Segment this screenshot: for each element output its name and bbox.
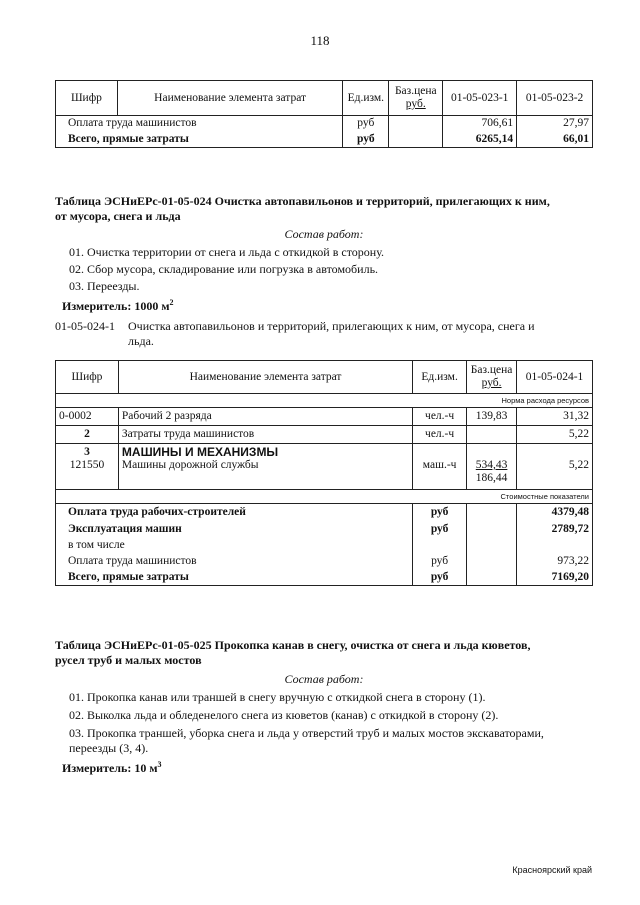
row-unit: руб bbox=[343, 132, 389, 148]
header-price: Баз.цена руб. bbox=[467, 361, 517, 394]
works-heading-025: Состав работ: bbox=[284, 672, 364, 686]
list-item: 03. Переезды. bbox=[69, 279, 140, 293]
header-unit: Ед.изм. bbox=[343, 81, 389, 116]
header-code: Шифр bbox=[56, 361, 119, 394]
table-row bbox=[56, 444, 593, 490]
header-col-1: 01-05-023-1 bbox=[443, 81, 517, 116]
row-code: 3 121550 bbox=[56, 444, 119, 490]
row-name: Затраты труда машинистов bbox=[118, 426, 412, 444]
header-col-2: 01-05-023-2 bbox=[517, 81, 593, 116]
table-prev bbox=[55, 80, 593, 148]
measure-025: Измеритель: 10 $м^3$ bbox=[62, 760, 162, 775]
list-item: 02. Выколка льда и обледенелого снега из кюветов (канав) с откидкой в сторону (2). bbox=[69, 708, 499, 722]
row-value: 5,22 bbox=[517, 444, 593, 490]
row-price: 534,43 186,44 bbox=[467, 444, 517, 490]
table-row bbox=[56, 504, 593, 521]
row-unit: руб bbox=[413, 553, 467, 570]
table-row bbox=[56, 408, 593, 426]
header-unit: Ед.изм. bbox=[413, 361, 467, 394]
header-name: Наименование элемента затрат bbox=[118, 361, 412, 394]
row-value: 7169,20 bbox=[517, 570, 593, 586]
row-name: Оплата труда машинистов bbox=[56, 116, 343, 132]
row-unit: маш.-ч bbox=[413, 444, 467, 490]
table-row bbox=[56, 570, 593, 586]
list-item: 01. Прокопка канав или траншей в снегу вручную с откидкой снега в сторону (1). bbox=[69, 690, 486, 704]
works-list-025 bbox=[69, 690, 599, 756]
row-name: Всего, прямые затраты bbox=[56, 132, 343, 148]
header-col: 01-05-024-1 bbox=[517, 361, 593, 394]
row-value-2: 27,97 bbox=[517, 116, 593, 132]
list-item: 02. Сбор мусора, складирование или погрузка в автомобиль. bbox=[69, 262, 379, 276]
row-name: МАШИНЫ И МЕХАНИЗМЫ Машины дорожной службы bbox=[118, 444, 412, 490]
row-value: 5,22 bbox=[517, 426, 593, 444]
row-unit: руб bbox=[413, 521, 467, 538]
works-list-024 bbox=[69, 245, 384, 296]
row-name: в том числе bbox=[56, 538, 413, 553]
norm-label: Норма расхода ресурсов bbox=[56, 394, 593, 408]
page-number: 118 bbox=[310, 33, 330, 48]
row-price: 139,83 bbox=[467, 408, 517, 426]
section-025-title: Таблица ЭСНиЕРс-01-05-025 Прокопка канав в снегу, очистка от снега и льда кюветов, русел труб и малых мостов bbox=[55, 638, 531, 667]
table-row bbox=[56, 521, 593, 538]
cost-label: Стоимостные показатели bbox=[56, 490, 593, 504]
row-unit: руб bbox=[343, 116, 389, 132]
footer-region: Красноярский край bbox=[512, 865, 592, 875]
row-value-1: 706,61 bbox=[443, 116, 517, 132]
row-unit: руб bbox=[413, 504, 467, 521]
row-code: 2 bbox=[56, 426, 119, 444]
header-name: Наименование элемента затрат bbox=[117, 81, 342, 116]
header-price: Баз.цена руб. bbox=[389, 81, 443, 116]
table-row bbox=[56, 116, 593, 132]
row-name: Эксплуатация машин bbox=[56, 521, 413, 538]
row-unit: чел.-ч bbox=[413, 408, 467, 426]
row-name: Оплата труда рабочих-строителей bbox=[56, 504, 413, 521]
table-row bbox=[56, 538, 593, 553]
row-price bbox=[467, 426, 517, 444]
row-name: Всего, прямые затраты bbox=[56, 570, 413, 586]
row-value: 973,22 bbox=[517, 553, 593, 570]
row-value-1: 6265,14 bbox=[443, 132, 517, 148]
works-heading-024: Состав работ: bbox=[284, 227, 364, 241]
item-code-024: 01-05-024-1 bbox=[55, 319, 115, 333]
measure-024: Измеритель: 1000 $м^2$ bbox=[62, 298, 174, 313]
row-unit: чел.-ч bbox=[413, 426, 467, 444]
list-item: 01. Очистка территории от снега и льда с откидкой в сторону. bbox=[69, 245, 385, 259]
row-value: 2789,72 bbox=[517, 521, 593, 538]
table-row bbox=[56, 426, 593, 444]
list-item: 03. Прокопка траншей, уборка снега и льда у отверстий труб и малых мостов экскаваторами, переезды (3, 4). bbox=[69, 726, 544, 755]
table-024 bbox=[55, 360, 593, 586]
row-name: Рабочий 2 разряда bbox=[118, 408, 412, 426]
row-code: 0-0002 bbox=[56, 408, 119, 426]
table-row bbox=[56, 553, 593, 570]
row-name: Оплата труда машинистов bbox=[56, 553, 413, 570]
header-code: Шифр bbox=[56, 81, 118, 116]
row-value: 31,32 bbox=[517, 408, 593, 426]
row-unit: руб bbox=[413, 570, 467, 586]
section-024-title: Таблица ЭСНиЕРс-01-05-024 Очистка автопавильонов и территорий, прилегающих к ним, от мусора, снега и льда bbox=[55, 194, 550, 223]
item-text-024: Очистка автопавильонов и территорий, прилегающих к ним, от мусора, снега и льда. bbox=[128, 319, 535, 348]
row-value: 4379,48 bbox=[517, 504, 593, 521]
table-row bbox=[56, 132, 593, 148]
row-value-2: 66,01 bbox=[517, 132, 593, 148]
